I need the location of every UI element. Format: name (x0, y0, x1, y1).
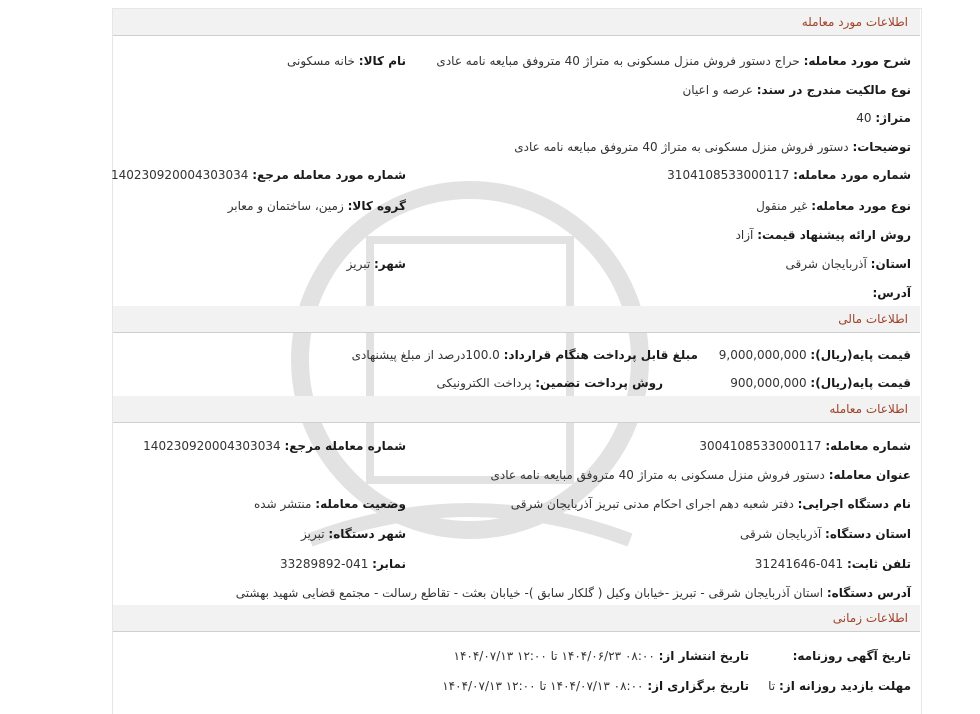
province-field: استان: آذربایجان شرقی (785, 257, 911, 271)
row-tx-number (113, 436, 911, 456)
goods-group-field: گروه کالا: زمین، ساختمان و معابر (227, 199, 406, 213)
row-agency-location (113, 524, 911, 544)
row-address (113, 283, 911, 303)
city-field: شهر: تبریز (346, 257, 406, 271)
visit-deadline-field: مهلت بازدید روزانه از: تا (768, 679, 911, 693)
newspaper-date-field: تاریخ آگهی روزنامه: (792, 649, 911, 663)
hold-date-field: تاریخ برگزاری از: ۰۸:۰۰ ۱۴۰۴/۰۷/۱۳ تا ۱۲:۰۰ ۱۴۰۴/۰۷/۱۳ (442, 679, 749, 693)
agency-city-field: شهر دستگاه: تبریز (301, 527, 406, 541)
section-time-header: اطلاعات زمانی (113, 605, 920, 632)
row-ownership (113, 80, 911, 100)
deal-type-field: نوع مورد معامله: غیر منقول (756, 199, 911, 213)
phone-field: تلفن ثابت: 041-31241646 (754, 557, 911, 571)
base-price-2-field: قیمت پایه(ریال): 900,000,000 (730, 376, 911, 390)
status-field: وضعیت معامله: منتشر شده (253, 497, 406, 511)
row-tx-title (113, 465, 911, 485)
bid-method-field: روش ارائه پیشنهاد قیمت: آزاد (735, 228, 911, 242)
row-type (113, 196, 911, 216)
tx-title-field: عنوان معامله: دستور فروش منزل مسکونی به متراژ 40 متروفق مبایعه نامه عادی (490, 468, 911, 482)
address-field: آدرس: (872, 286, 911, 300)
section-financial-header: اطلاعات مالی (113, 306, 920, 333)
row-deal-number (110, 165, 911, 185)
ref-number-field: شماره مورد معامله مرجع: 140230920004303034 (110, 168, 406, 182)
row-publish (113, 646, 911, 666)
row-bid-method (113, 225, 911, 245)
agency-province-field: استان دستگاه: آذربایجان شرقی (739, 527, 911, 541)
tx-number-field: شماره معامله: 3004108533000117 (699, 439, 911, 453)
deal-number-field: شماره مورد معامله: 3104108533000117 (667, 168, 911, 182)
row-notes (113, 137, 911, 157)
row-contact (113, 554, 911, 574)
ownership-field: نوع مالکیت مندرج در سند: عرصه و اعیان (682, 83, 911, 97)
row-base-price-1 (113, 345, 911, 365)
row-base-price-2 (113, 373, 911, 393)
item-name-field: نام کالا: خانه مسکونی (287, 54, 406, 68)
row-description (113, 51, 911, 71)
row-area (113, 108, 911, 128)
agency-field: نام دستگاه اجرایی: دفتر شعبه دهم اجرای احکام مدنی تبریز آذربایجان شرقی (510, 497, 911, 511)
row-agency-address (113, 583, 911, 603)
publish-date-field: تاریخ انتشار از: ۰۸:۰۰ ۱۴۰۴/۰۶/۲۳ تا ۱۲:۰۰ ۱۴۰۴/۰۷/۱۳ (453, 649, 749, 663)
base-price-field: قیمت پایه(ریال): 9,000,000,000 (718, 348, 911, 362)
guarantee-method-field: روش پرداخت تضمین: پرداخت الکترونیکی (436, 376, 663, 390)
notes-field: توضیحات: دستور فروش منزل مسکونی به متراژ 40 متروفق مبایعه نامه عادی (514, 140, 911, 154)
section-transaction-header: اطلاعات معامله (113, 396, 920, 423)
section-deal-header: اطلاعات مورد معامله (113, 9, 920, 36)
payable-field: مبلغ قابل پرداخت هنگام قرارداد: 100.0درصد از مبلغ پیشنهادی (351, 348, 698, 362)
description-field: شرح مورد معامله: حراج دستور فروش منزل مسکونی به متراژ 40 متروفق مبایعه نامه عادی (436, 54, 911, 68)
fax-field: نمابر: 041-33289892 (280, 557, 406, 571)
row-visit (113, 676, 911, 696)
row-province (113, 254, 911, 274)
row-agency (113, 494, 911, 514)
agency-address-field: آدرس دستگاه: استان آذربایجان شرقی - تبریز -خیابان وکیل ( گلکار سابق )- خیابان بعثت - تقاطع رسالت - مجتمع قضایی شهید بهشتی (235, 586, 911, 600)
tx-ref-number-field: شماره معامله مرجع: 140230920004303034 (143, 439, 406, 453)
area-field: متراژ: 40 (856, 111, 911, 125)
